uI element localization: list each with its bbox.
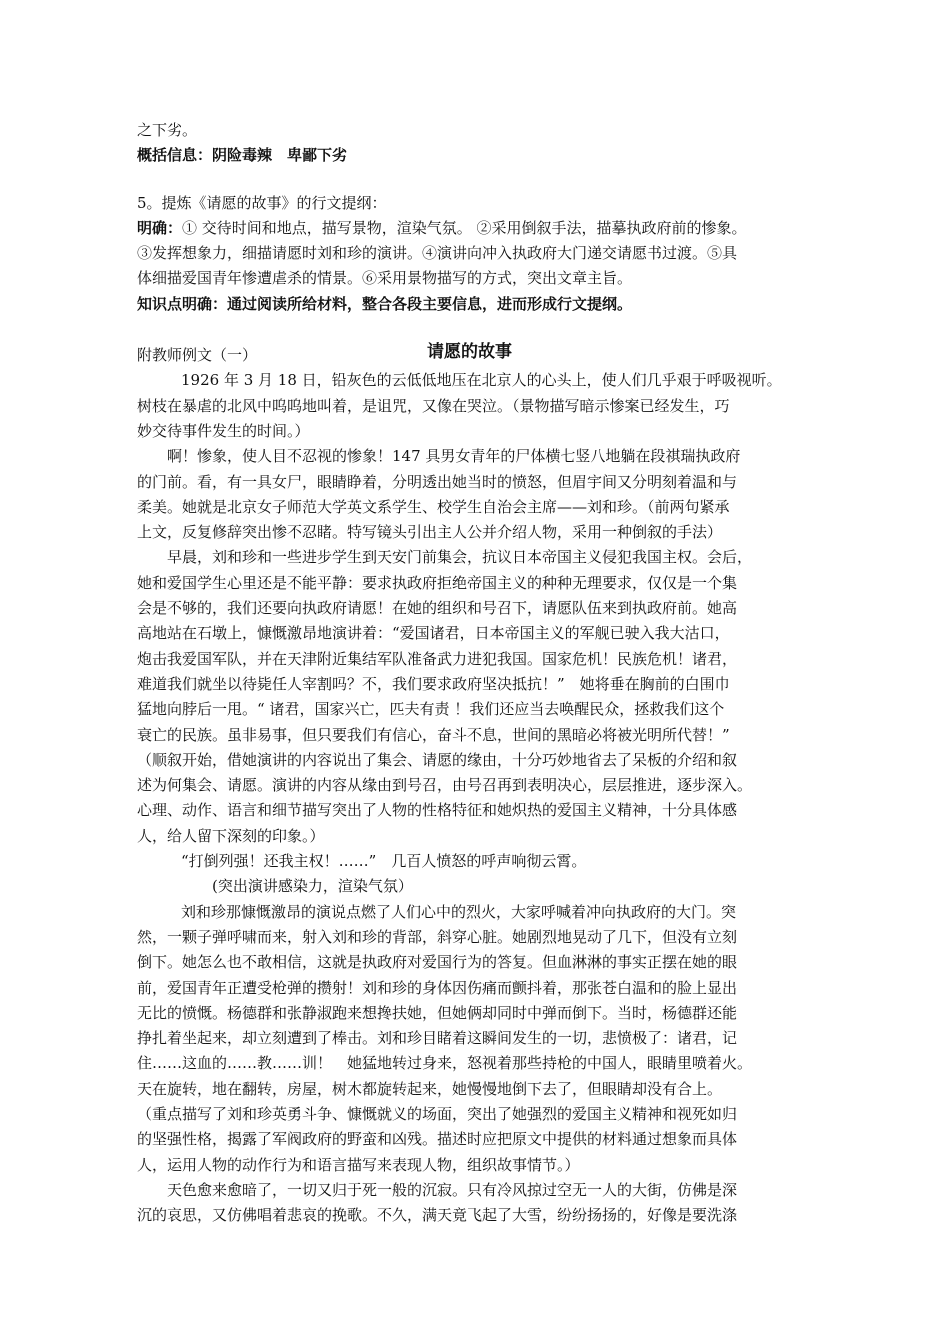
paragraph-line: 难道我们就坐以待毙任人宰割吗？不，我们要求政府坚决抵抗！” 她将垂在胸前的白围巾 [137,674,730,693]
essay-title: 请愿的故事 [427,342,512,363]
paragraph-line: 天在旋转，地在翻转，房屋，树木都旋转起来，她慢慢地倒下去了，但眼睛却没有合上。 [137,1079,723,1098]
paragraph-line: 的门前。看，有一具女尸，眼睛睁着，分明透出她当时的愤怒，但眉宇间又分明刻着温和与 [137,472,738,491]
essay-header [137,343,817,368]
paragraph-line: 天色愈来愈暗了，一切又归于死一般的沉寂。只有冷风掠过空无一人的大街，仿佛是深 [167,1180,738,1199]
paragraph-line: “打倒列强！还我主权！……” 几百人愤怒的呼声响彻云霄。 [181,852,587,871]
paragraph-line: 妙交待事件发生的时间。） [137,421,310,440]
paragraph-line: 柔美。她就是北京女子师范大学英文系学生、校学生自治会主席——刘和珍。（前两句紧承 [137,497,730,516]
answer-text: ① 交待时间和地点，描写景物，渲染气氛。 ②采用倒叙手法，描摹执政府前的惨象。 [182,218,747,237]
summary-label: 概括信息： [137,146,213,165]
document-page [137,118,817,1228]
paragraph-line: （重点描写了刘和珍英勇斗争、慷慨就义的场面，突出了她强烈的爱国主义精神和视死如归 [137,1104,738,1123]
paragraph-line: 早晨，刘和珍和一些进步学生到天安门前集会，抗议日本帝国主义侵犯我国主权。会后， [167,548,753,567]
paragraph-line: 高地站在石墩上，慷慨激昂地演讲着：“爱国诸君，日本帝国主义的军舰已驶入我大沽口， [137,624,730,643]
paragraph-line: 猛地向脖后一甩。“ 诸君，国家兴亡，匹夫有责 ！我们还应当去唤醒民众，拯救我们这个 [137,700,725,719]
paragraph-line: 的坚强性格，揭露了军阀政府的野蛮和凶残。描述时应把原文中提供的材料通过想象而具体 [137,1130,738,1149]
paragraph-line: 述为何集会、请愿。演讲的内容从缘由到号召，由号召再到表明决心，层层推进，逐步深入。 [137,776,753,795]
paragraph-line: 树枝在暴虐的北风中呜呜地叫着，是诅咒，又像在哭泣。（景物描写暗示惨案已经发生，巧 [137,396,730,415]
paragraph-line: 上文，反复修辞突出惨不忍睹。特写镜头引出主人公并介绍人物，采用一种倒叙的手法） [137,523,723,542]
answer-line: 体细描爱国青年惨遭虐杀的情景。⑥采用景物描写的方式，突出文章主旨。 [137,269,633,288]
paragraph-line: 挣扎着坐起来，却立刻遭到了棒击。刘和珍目睹着这瞬间发生的一切，悲愤极了：诸君，记 [137,1029,738,1048]
paragraph-line: 无比的愤慨。杨德群和张静淑跑来想搀扶她，但她俩却同时中弹而倒下。当时，杨德群还能 [137,1003,738,1022]
question-5-title: 5。提炼《请愿的故事》的行文提纲： [137,193,387,212]
answer-label: 明确： [137,218,183,237]
paragraph-line: 心理、动作、语言和细节描写突出了人物的性格特征和她炽热的爱国主义精神，十分具体感 [137,801,738,820]
paragraph-line: 倒下。她怎么也不敢相信，这就是执政府对爱国行为的答复。但血淋淋的事实正摆在她的眼 [137,953,738,972]
paragraph-line: 她和爱国学生心里还是不能平静：要求执政府拒绝帝国主义的种种无理要求，仅仅是一个集 [137,573,738,592]
summary-line [137,143,817,168]
knowledge-point: 知识点明确：通过阅读所给材料，整合各段主要信息，进而形成行文提纲。 [137,294,633,313]
paragraph-line: 沉的哀思，又仿佛唱着悲哀的挽歌。不久，满天竟飞起了大雪，纷纷扬扬的，好像是要洗涤 [137,1206,738,1225]
essay-label: 附教师例文（一） [137,346,258,365]
paragraph-line: 刘和珍那慷慨激昂的演说点燃了人们心中的烈火，大家呼喊着冲向执政府的大门。突 [181,902,737,921]
paragraph-line: 住……这血的……教……训！ 她猛地转过身来，怒视着那些持枪的中国人，眼睛里喷着火。 [137,1054,753,1073]
paragraph-line: 衰亡的民族。虽非易事，但只要我们有信心，奋斗不息，世间的黑暗必将被光明所代替！” [137,725,730,744]
paragraph-line: 然，一颗子弹呼啸而来，射入刘和珍的背部，斜穿心脏。她剧烈地晃动了几下，但没有立刻 [137,927,738,946]
paragraph-line: 前，爱国青年正遭受枪弹的攒射！刘和珍的身体因伤痛而颤抖着，那张苍白温和的脸上显出 [137,978,738,997]
answer-line [137,216,817,241]
answer-line: ③发挥想象力，细描请愿时刘和珍的演讲。④演讲向冲入执政府大门递交请愿书过渡。⑤具 [137,244,738,263]
paragraph-line: 人，运用人物的动作行为和语言描写来表现人物，组织故事情节。） [137,1155,580,1174]
paragraph-line: 人，给人留下深刻的印象。） [137,826,325,845]
summary-text: 阴险毒辣 卑鄙下劣 [212,146,348,165]
paragraph-line: 1926 年 3 月 18 日，铅灰色的云低低地压在北京人的心头上，使人们几乎艰于呼吸视听。 [181,371,782,390]
paragraph-line: (突出演讲感染力，渲染气氛） [212,877,413,896]
paragraph-line: （顺叙开始，借她演讲的内容说出了集会、请愿的缘由，十分巧妙地省去了呆板的介绍和叙 [137,750,738,769]
text-line: 之下劣。 [137,121,198,139]
paragraph-line: 会是不够的，我们还要向执政府请愿！在她的组织和号召下，请愿队伍来到执政府前。她高 [137,599,738,618]
paragraph-line: 啊！惨象，使人目不忍视的惨象！147 具男女青年的尸体横七竖八地躺在段祺瑞执政府 [167,447,741,466]
paragraph-line: 炮击我爱国军队，并在天津附近集结军队准备武力进犯我国。国家危机！民族危机！诸君， [137,649,738,668]
